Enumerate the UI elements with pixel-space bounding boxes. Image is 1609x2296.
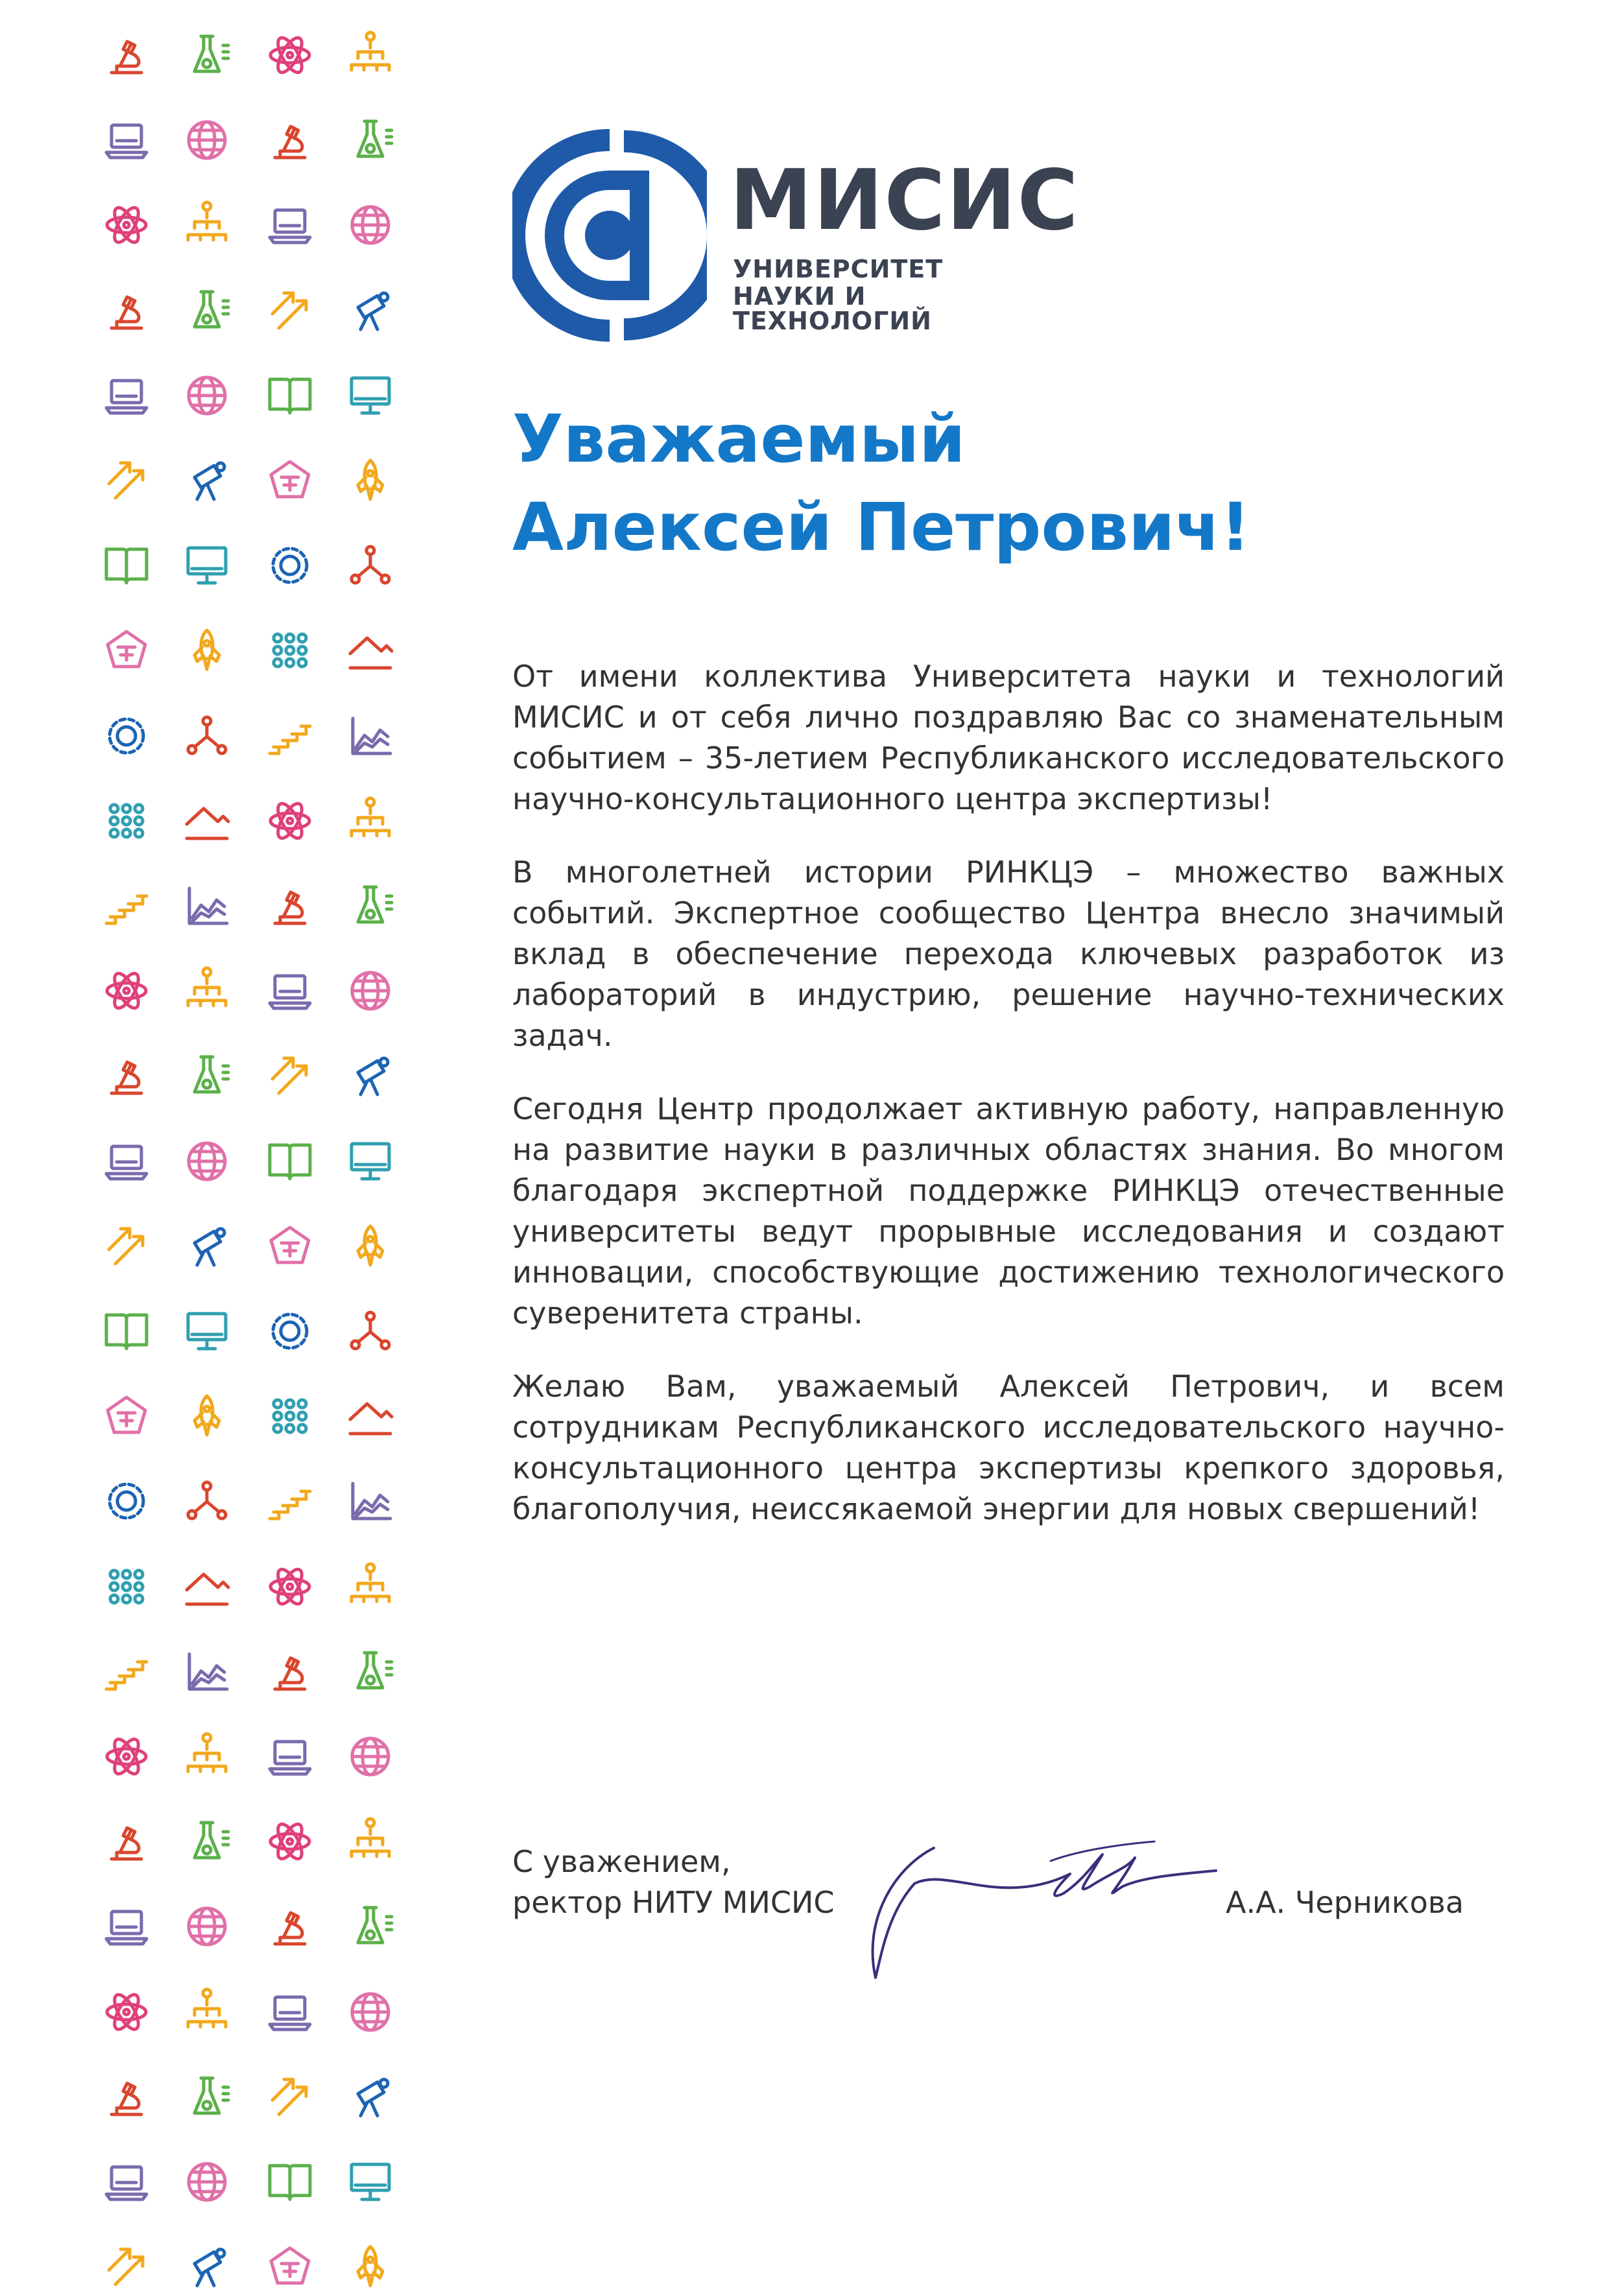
telescope-icon [341, 1047, 399, 1105]
growth-arrows-icon [97, 1217, 156, 1275]
book-icon [261, 366, 319, 425]
monitor-icon [341, 366, 399, 425]
network-icon [341, 536, 399, 595]
pentagon-icon [261, 1217, 319, 1275]
molecule-tree-icon [178, 962, 236, 1020]
letter-body [512, 656, 1505, 1562]
molecule-tree-icon [178, 1983, 236, 2041]
pentagon-icon [97, 621, 156, 680]
atom-icon [261, 1812, 319, 1871]
globe-icon [341, 1727, 399, 1786]
globe-icon [341, 962, 399, 1020]
laptop-icon [261, 962, 319, 1020]
paragraph-4: Желаю Вам, уважаемый Алексей Петрович, и всем сотрудникам Республиканского исследовательского научно-консультационного центра экспертизы крепкого здоровья, благополучия, неиссякаемой энергии для новых свершений! [512, 1369, 1505, 1526]
pentagon-icon [261, 451, 319, 510]
rocket-icon [178, 621, 236, 680]
gear-icon [261, 1302, 319, 1360]
monitor-icon [178, 536, 236, 595]
flask-icon [178, 1812, 236, 1871]
molecule-tree-icon [178, 1727, 236, 1786]
telescope-icon [178, 2238, 236, 2296]
university-logo [512, 128, 1080, 349]
decorative-icon-column [97, 26, 428, 2269]
gear-icon [97, 1472, 156, 1530]
atom-icon [97, 1727, 156, 1786]
microscope-icon [261, 877, 319, 935]
network-icon [341, 1302, 399, 1360]
monitor-icon [341, 1132, 399, 1190]
laptop-icon [97, 1132, 156, 1190]
pentagon-icon [97, 1387, 156, 1445]
molecule-tree-icon [178, 196, 236, 254]
telescope-icon [341, 281, 399, 340]
atom-icon [261, 26, 319, 84]
logo-subtitle-line2: НАУКИ И ТЕХНОЛОГИЙ [733, 282, 932, 335]
dots-grid-icon [261, 1387, 319, 1445]
signer-name: А.А. Черникова [1226, 1885, 1464, 1920]
growth-arrows-icon [261, 2068, 319, 2126]
atom-icon [261, 1557, 319, 1616]
dots-grid-icon [261, 621, 319, 680]
growth-arrows-icon [97, 451, 156, 510]
telescope-icon [178, 451, 236, 510]
microscope-icon [97, 1047, 156, 1105]
mountains-icon [341, 1387, 399, 1445]
signer-title: ректор НИТУ МИСИС [512, 1885, 835, 1920]
stairs-icon [261, 1472, 319, 1530]
laptop-icon [261, 196, 319, 254]
rocket-icon [178, 1387, 236, 1445]
laptop-icon [97, 111, 156, 169]
molecule-tree-icon [341, 792, 399, 850]
stairs-icon [97, 1642, 156, 1701]
globe-icon [178, 1897, 236, 1956]
stairs-icon [97, 877, 156, 935]
mountains-icon [341, 621, 399, 680]
flask-icon [341, 1642, 399, 1701]
laptop-icon [261, 1727, 319, 1786]
monitor-icon [341, 2153, 399, 2211]
globe-icon [341, 196, 399, 254]
book-icon [261, 2153, 319, 2211]
molecule-tree-icon [341, 1557, 399, 1616]
flask-icon [178, 2068, 236, 2126]
telescope-icon [178, 1217, 236, 1275]
telescope-icon [341, 2068, 399, 2126]
misis-logo-icon [512, 128, 707, 342]
dots-grid-icon [97, 792, 156, 850]
closing-line: С уважением, [512, 1844, 731, 1879]
stairs-icon [261, 707, 319, 765]
dots-grid-icon [97, 1557, 156, 1616]
flask-icon [178, 281, 236, 340]
laptop-icon [97, 1897, 156, 1956]
globe-icon [341, 1983, 399, 2041]
molecule-tree-icon [341, 26, 399, 84]
mountains-icon [178, 792, 236, 850]
globe-icon [178, 1132, 236, 1190]
handwritten-signature [856, 1822, 1219, 1991]
book-icon [261, 1132, 319, 1190]
paragraph-3: Сегодня Центр продолжает активную работу, направленную на развитие науки в различных областях знания. Во многом благодаря экспертной поддержке РИНКЦЭ отечественные университеты ведут прорывные исследования и создают инновации, способствующие достижению технологического суверенитета страны. [512, 1091, 1505, 1331]
microscope-icon [261, 1642, 319, 1701]
logo-subtitle-line1: УНИВЕРСИТЕТ [733, 255, 944, 283]
flask-icon [178, 1047, 236, 1105]
mountains-icon [178, 1557, 236, 1616]
greeting-heading [512, 396, 1485, 572]
greeting-line1: Уважаемый [512, 401, 966, 478]
atom-icon [97, 962, 156, 1020]
globe-icon [178, 111, 236, 169]
flask-icon [178, 26, 236, 84]
microscope-icon [261, 1897, 319, 1956]
laptop-icon [97, 366, 156, 425]
monitor-icon [178, 1302, 236, 1360]
growth-arrows-icon [97, 2238, 156, 2296]
microscope-icon [97, 26, 156, 84]
atom-icon [97, 1983, 156, 2041]
growth-arrows-icon [261, 1047, 319, 1105]
microscope-icon [97, 1812, 156, 1871]
growth-arrows-icon [261, 281, 319, 340]
line-chart-icon [178, 1642, 236, 1701]
microscope-icon [97, 281, 156, 340]
paragraph-1: От имени коллектива Университета науки и технологий МИСИС и от себя лично поздравляю Вас со знаменательным событием – 35-летием Республиканского исследовательского научно-консультационного центра экспертизы! [512, 659, 1505, 816]
microscope-icon [261, 111, 319, 169]
network-icon [178, 1472, 236, 1530]
greeting-line2: Алексей Петрович! [512, 489, 1250, 566]
atom-icon [261, 792, 319, 850]
flask-icon [341, 1897, 399, 1956]
atom-icon [97, 196, 156, 254]
signature-block [512, 1841, 1511, 2036]
gear-icon [261, 536, 319, 595]
flask-icon [341, 111, 399, 169]
book-icon [97, 1302, 156, 1360]
pentagon-icon [261, 2238, 319, 2296]
rocket-icon [341, 2238, 399, 2296]
logo-name: МИСИС [730, 152, 1080, 249]
microscope-icon [97, 2068, 156, 2126]
laptop-icon [261, 1983, 319, 2041]
flask-icon [341, 877, 399, 935]
molecule-tree-icon [341, 1812, 399, 1871]
rocket-icon [341, 1217, 399, 1275]
gear-icon [97, 707, 156, 765]
globe-icon [178, 366, 236, 425]
rocket-icon [341, 451, 399, 510]
line-chart-icon [178, 877, 236, 935]
line-chart-icon [341, 707, 399, 765]
network-icon [178, 707, 236, 765]
line-chart-icon [341, 1472, 399, 1530]
paragraph-2: В многолетней истории РИНКЦЭ – множество важных событий. Экспертное сообщество Центра внесло значимый вклад в обеспечение перехода ключевых разработок из лабораторий в индустрию, решение научно-технических задач. [512, 855, 1505, 1053]
laptop-icon [97, 2153, 156, 2211]
book-icon [97, 536, 156, 595]
globe-icon [178, 2153, 236, 2211]
